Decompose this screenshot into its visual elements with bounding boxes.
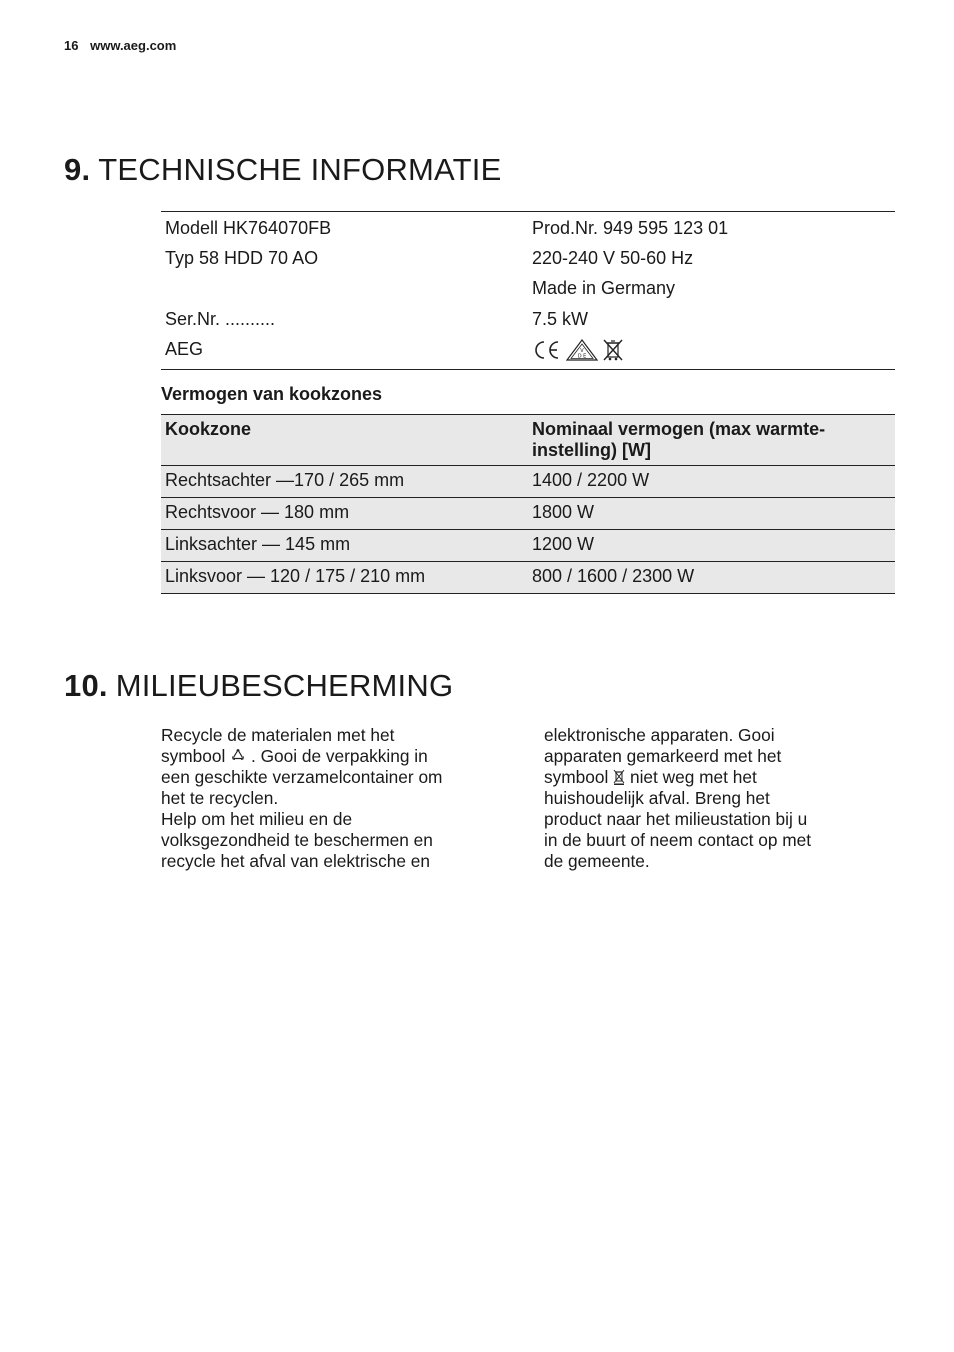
svg-text:V: V bbox=[580, 347, 584, 354]
table-header-row bbox=[161, 415, 895, 466]
text-line: symbool bbox=[544, 767, 609, 787]
column-header-line: Nominaal vermogen (max warmte- bbox=[532, 419, 826, 439]
spec-left: Modell HK764070FB bbox=[165, 217, 332, 238]
text-line: het te recyclen. bbox=[161, 788, 279, 808]
zone-cell: Rechtsachter —170 / 265 mm bbox=[161, 466, 528, 498]
text-line: product naar het milieustation bij u bbox=[544, 809, 808, 829]
text-line: huishoudelijk afval. Breng het bbox=[544, 788, 770, 808]
page-header bbox=[64, 38, 176, 53]
weee-bin-icon bbox=[602, 338, 624, 362]
svg-text:D E: D E bbox=[577, 353, 587, 360]
site-url[interactable]: www.aeg.com bbox=[90, 38, 177, 53]
column-header bbox=[528, 415, 895, 466]
power-cell: 1200 W bbox=[528, 530, 895, 562]
text-line: symbool bbox=[161, 746, 226, 766]
cooking-zones-table bbox=[161, 414, 895, 594]
text-line: volksgezondheid te beschermen en bbox=[161, 830, 433, 850]
spec-row bbox=[161, 213, 895, 243]
spec-left: Ser.Nr. .......... bbox=[165, 308, 276, 329]
column-header-line: instelling) [W] bbox=[532, 440, 651, 460]
spec-row bbox=[161, 243, 895, 273]
environment-text-left bbox=[161, 725, 491, 872]
power-cell: 1400 / 2200 W bbox=[528, 466, 895, 498]
spec-right: Prod.Nr. 949 595 123 01 bbox=[532, 217, 729, 238]
vde-mark-icon bbox=[566, 339, 598, 361]
column-header: Kookzone bbox=[161, 415, 528, 466]
spec-left: Typ 58 HDD 70 AO bbox=[165, 248, 319, 269]
table-row bbox=[161, 466, 895, 498]
spec-right: 220-240 V 50-60 Hz bbox=[532, 248, 694, 269]
text-line: een geschikte verzamelcontainer om bbox=[161, 767, 443, 787]
table-row bbox=[161, 562, 895, 594]
section-number: 9. bbox=[64, 152, 91, 187]
zone-cell: Linksvoor — 120 / 175 / 210 mm bbox=[161, 562, 528, 594]
power-subheading: Vermogen van kookzones bbox=[161, 384, 383, 404]
text-line: elektronische apparaten. Gooi bbox=[544, 725, 775, 745]
power-cell: 800 / 1600 / 2300 W bbox=[528, 562, 895, 594]
recycle-icon bbox=[230, 748, 246, 764]
certification-marks bbox=[528, 338, 895, 362]
spec-row bbox=[161, 274, 895, 304]
ce-mark-icon bbox=[532, 339, 562, 361]
text-line: apparaten gemarkeerd met het bbox=[544, 746, 782, 766]
text-line: Recycle de materialen met het bbox=[161, 725, 395, 745]
power-cell: 1800 W bbox=[528, 498, 895, 530]
table-row bbox=[161, 498, 895, 530]
section-10-title bbox=[64, 668, 453, 704]
section-title-text: MILIEUBESCHERMING bbox=[115, 668, 454, 703]
spec-right: 7.5 kW bbox=[532, 308, 589, 329]
spec-row bbox=[161, 335, 895, 365]
zone-cell: Linksachter — 145 mm bbox=[161, 530, 528, 562]
spec-left: AEG bbox=[165, 339, 204, 360]
environment-text-right bbox=[544, 725, 874, 872]
text-line: Help om het milieu en de bbox=[161, 809, 353, 829]
section-title-text: TECHNISCHE INFORMATIE bbox=[98, 152, 502, 187]
text-line: recycle het afval van elektrische en bbox=[161, 851, 430, 871]
weee-bin-icon bbox=[613, 769, 625, 785]
page-number: 16 bbox=[64, 38, 79, 53]
spec-plate bbox=[161, 211, 895, 370]
spec-right: Made in Germany bbox=[532, 278, 676, 299]
zone-cell: Rechtsvoor — 180 mm bbox=[161, 498, 528, 530]
section-number: 10. bbox=[64, 668, 108, 703]
section-9-title bbox=[64, 152, 501, 188]
text-line: in de buurt of neem contact op met bbox=[544, 830, 812, 850]
table-row bbox=[161, 530, 895, 562]
spec-row bbox=[161, 304, 895, 334]
text-line: niet weg met het bbox=[629, 767, 757, 787]
text-line: . Gooi de verpakking in bbox=[250, 746, 428, 766]
text-line: de gemeente. bbox=[544, 851, 650, 871]
